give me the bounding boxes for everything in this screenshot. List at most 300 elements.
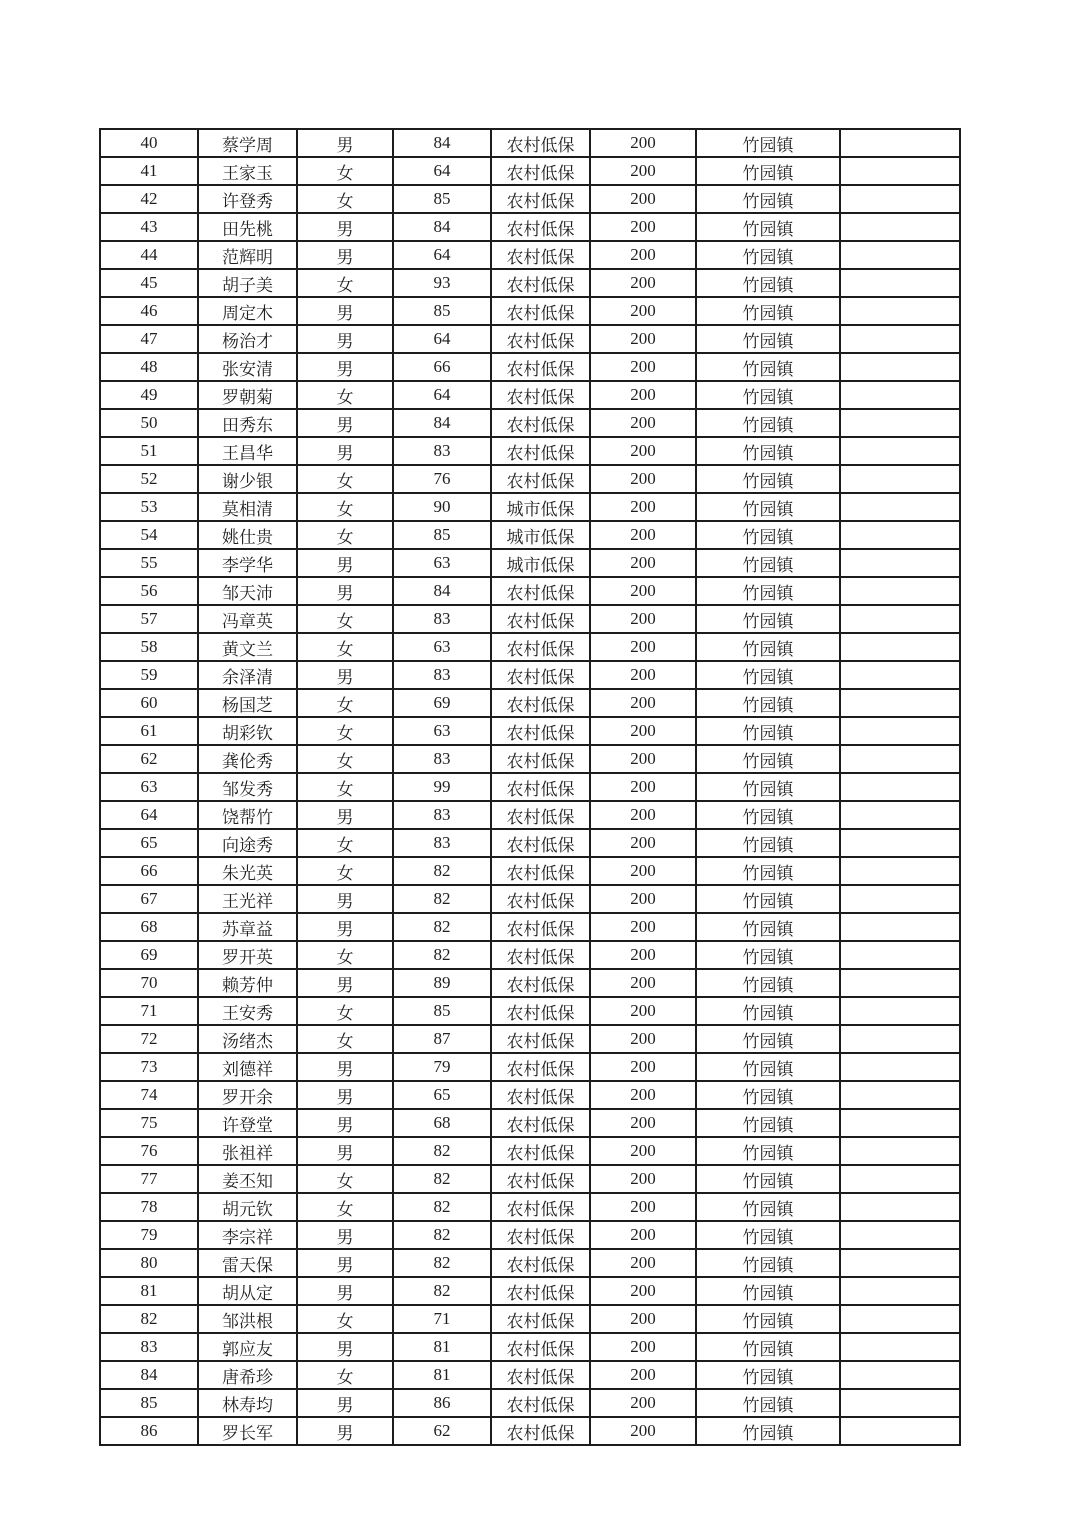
aid-type-cell: 农村低保 <box>491 353 590 381</box>
name-cell: 雷天保 <box>198 1249 297 1277</box>
note-cell <box>840 857 960 885</box>
note-cell <box>840 1165 960 1193</box>
town-cell: 竹园镇 <box>696 661 840 689</box>
name-cell: 向途秀 <box>198 829 297 857</box>
gender-cell: 女 <box>297 633 393 661</box>
table-row <box>100 1417 960 1445</box>
age-cell: 85 <box>393 297 491 325</box>
name-cell: 许登堂 <box>198 1109 297 1137</box>
gender-cell: 男 <box>297 913 393 941</box>
amount-cell: 200 <box>590 1109 696 1137</box>
table-row <box>100 941 960 969</box>
town-cell: 竹园镇 <box>696 465 840 493</box>
age-cell: 83 <box>393 605 491 633</box>
town-cell: 竹园镇 <box>696 353 840 381</box>
age-cell: 84 <box>393 409 491 437</box>
table-row <box>100 521 960 549</box>
note-cell <box>840 913 960 941</box>
age-cell: 76 <box>393 465 491 493</box>
aid-type-cell: 农村低保 <box>491 997 590 1025</box>
name-cell: 周定木 <box>198 297 297 325</box>
row-number-cell: 55 <box>100 549 198 577</box>
age-cell: 69 <box>393 689 491 717</box>
note-cell <box>840 773 960 801</box>
row-number-cell: 67 <box>100 885 198 913</box>
gender-cell: 女 <box>297 381 393 409</box>
gender-cell: 男 <box>297 549 393 577</box>
note-cell <box>840 577 960 605</box>
gender-cell: 男 <box>297 801 393 829</box>
amount-cell: 200 <box>590 297 696 325</box>
gender-cell: 女 <box>297 1361 393 1389</box>
row-number-cell: 77 <box>100 1165 198 1193</box>
amount-cell: 200 <box>590 325 696 353</box>
table-row <box>100 1137 960 1165</box>
name-cell: 邹发秀 <box>198 773 297 801</box>
name-cell: 王家玉 <box>198 157 297 185</box>
age-cell: 99 <box>393 773 491 801</box>
age-cell: 71 <box>393 1305 491 1333</box>
row-number-cell: 61 <box>100 717 198 745</box>
gender-cell: 女 <box>297 465 393 493</box>
amount-cell: 200 <box>590 129 696 157</box>
town-cell: 竹园镇 <box>696 1277 840 1305</box>
gender-cell: 男 <box>297 885 393 913</box>
row-number-cell: 40 <box>100 129 198 157</box>
amount-cell: 200 <box>590 1249 696 1277</box>
gender-cell: 女 <box>297 745 393 773</box>
gender-cell: 男 <box>297 1333 393 1361</box>
row-number-cell: 70 <box>100 969 198 997</box>
note-cell <box>840 437 960 465</box>
age-cell: 64 <box>393 157 491 185</box>
note-cell <box>840 969 960 997</box>
note-cell <box>840 941 960 969</box>
age-cell: 82 <box>393 1165 491 1193</box>
age-cell: 86 <box>393 1389 491 1417</box>
aid-type-cell: 农村低保 <box>491 605 590 633</box>
aid-type-cell: 农村低保 <box>491 437 590 465</box>
name-cell: 田秀东 <box>198 409 297 437</box>
note-cell <box>840 381 960 409</box>
row-number-cell: 57 <box>100 605 198 633</box>
note-cell <box>840 269 960 297</box>
table-row <box>100 1333 960 1361</box>
note-cell <box>840 689 960 717</box>
note-cell <box>840 1249 960 1277</box>
note-cell <box>840 213 960 241</box>
row-number-cell: 64 <box>100 801 198 829</box>
gender-cell: 女 <box>297 1165 393 1193</box>
gender-cell: 男 <box>297 213 393 241</box>
gender-cell: 男 <box>297 1249 393 1277</box>
table-row <box>100 381 960 409</box>
age-cell: 84 <box>393 129 491 157</box>
amount-cell: 200 <box>590 1305 696 1333</box>
gender-cell: 男 <box>297 1389 393 1417</box>
gender-cell: 男 <box>297 1221 393 1249</box>
aid-type-cell: 农村低保 <box>491 969 590 997</box>
name-cell: 王光祥 <box>198 885 297 913</box>
row-number-cell: 44 <box>100 241 198 269</box>
aid-type-cell: 农村低保 <box>491 1109 590 1137</box>
amount-cell: 200 <box>590 633 696 661</box>
town-cell: 竹园镇 <box>696 773 840 801</box>
amount-cell: 200 <box>590 773 696 801</box>
row-number-cell: 84 <box>100 1361 198 1389</box>
town-cell: 竹园镇 <box>696 1305 840 1333</box>
amount-cell: 200 <box>590 353 696 381</box>
amount-cell: 200 <box>590 269 696 297</box>
row-number-cell: 53 <box>100 493 198 521</box>
town-cell: 竹园镇 <box>696 717 840 745</box>
gender-cell: 男 <box>297 1109 393 1137</box>
town-cell: 竹园镇 <box>696 157 840 185</box>
aid-type-cell: 农村低保 <box>491 185 590 213</box>
aid-type-cell: 农村低保 <box>491 1305 590 1333</box>
aid-type-cell: 农村低保 <box>491 689 590 717</box>
aid-type-cell: 农村低保 <box>491 633 590 661</box>
amount-cell: 200 <box>590 1137 696 1165</box>
name-cell: 唐希珍 <box>198 1361 297 1389</box>
age-cell: 87 <box>393 1025 491 1053</box>
note-cell <box>840 549 960 577</box>
name-cell: 胡元钦 <box>198 1193 297 1221</box>
row-number-cell: 66 <box>100 857 198 885</box>
note-cell <box>840 1221 960 1249</box>
aid-type-cell: 农村低保 <box>491 1277 590 1305</box>
amount-cell: 200 <box>590 465 696 493</box>
age-cell: 85 <box>393 997 491 1025</box>
age-cell: 81 <box>393 1333 491 1361</box>
age-cell: 63 <box>393 717 491 745</box>
name-cell: 范辉明 <box>198 241 297 269</box>
aid-type-cell: 农村低保 <box>491 577 590 605</box>
age-cell: 82 <box>393 885 491 913</box>
town-cell: 竹园镇 <box>696 1081 840 1109</box>
note-cell <box>840 409 960 437</box>
aid-type-cell: 农村低保 <box>491 717 590 745</box>
aid-type-cell: 农村低保 <box>491 885 590 913</box>
town-cell: 竹园镇 <box>696 1249 840 1277</box>
gender-cell: 女 <box>297 941 393 969</box>
gender-cell: 男 <box>297 325 393 353</box>
aid-type-cell: 农村低保 <box>491 829 590 857</box>
table-row <box>100 213 960 241</box>
town-cell: 竹园镇 <box>696 129 840 157</box>
table-row <box>100 269 960 297</box>
name-cell: 李宗祥 <box>198 1221 297 1249</box>
aid-type-cell: 农村低保 <box>491 1389 590 1417</box>
amount-cell: 200 <box>590 1389 696 1417</box>
row-number-cell: 69 <box>100 941 198 969</box>
row-number-cell: 72 <box>100 1025 198 1053</box>
row-number-cell: 81 <box>100 1277 198 1305</box>
table-row <box>100 997 960 1025</box>
town-cell: 竹园镇 <box>696 241 840 269</box>
note-cell <box>840 353 960 381</box>
name-cell: 王安秀 <box>198 997 297 1025</box>
row-number-cell: 60 <box>100 689 198 717</box>
row-number-cell: 50 <box>100 409 198 437</box>
row-number-cell: 85 <box>100 1389 198 1417</box>
town-cell: 竹园镇 <box>696 1417 840 1445</box>
row-number-cell: 45 <box>100 269 198 297</box>
amount-cell: 200 <box>590 409 696 437</box>
note-cell <box>840 1417 960 1445</box>
row-number-cell: 51 <box>100 437 198 465</box>
table-row <box>100 857 960 885</box>
gender-cell: 男 <box>297 409 393 437</box>
aid-type-cell: 农村低保 <box>491 773 590 801</box>
gender-cell: 男 <box>297 1137 393 1165</box>
note-cell <box>840 1361 960 1389</box>
name-cell: 罗长军 <box>198 1417 297 1445</box>
town-cell: 竹园镇 <box>696 997 840 1025</box>
note-cell <box>840 661 960 689</box>
row-number-cell: 75 <box>100 1109 198 1137</box>
amount-cell: 200 <box>590 801 696 829</box>
amount-cell: 200 <box>590 997 696 1025</box>
name-cell: 王昌华 <box>198 437 297 465</box>
amount-cell: 200 <box>590 885 696 913</box>
note-cell <box>840 997 960 1025</box>
town-cell: 竹园镇 <box>696 857 840 885</box>
amount-cell: 200 <box>590 745 696 773</box>
aid-type-cell: 农村低保 <box>491 1221 590 1249</box>
aid-type-cell: 农村低保 <box>491 241 590 269</box>
note-cell <box>840 1081 960 1109</box>
note-cell <box>840 745 960 773</box>
table-row <box>100 353 960 381</box>
table-row <box>100 1249 960 1277</box>
gender-cell: 女 <box>297 493 393 521</box>
amount-cell: 200 <box>590 1081 696 1109</box>
name-cell: 杨国芝 <box>198 689 297 717</box>
town-cell: 竹园镇 <box>696 549 840 577</box>
town-cell: 竹园镇 <box>696 409 840 437</box>
age-cell: 81 <box>393 1361 491 1389</box>
name-cell: 邹天沛 <box>198 577 297 605</box>
age-cell: 64 <box>393 381 491 409</box>
table-row <box>100 297 960 325</box>
aid-type-cell: 农村低保 <box>491 745 590 773</box>
note-cell <box>840 325 960 353</box>
row-number-cell: 46 <box>100 297 198 325</box>
town-cell: 竹园镇 <box>696 941 840 969</box>
table-row <box>100 325 960 353</box>
table-row <box>100 1165 960 1193</box>
gender-cell: 女 <box>297 1305 393 1333</box>
age-cell: 84 <box>393 213 491 241</box>
name-cell: 罗开余 <box>198 1081 297 1109</box>
town-cell: 竹园镇 <box>696 213 840 241</box>
amount-cell: 200 <box>590 941 696 969</box>
gender-cell: 男 <box>297 297 393 325</box>
note-cell <box>840 1277 960 1305</box>
amount-cell: 200 <box>590 157 696 185</box>
town-cell: 竹园镇 <box>696 829 840 857</box>
aid-type-cell: 农村低保 <box>491 801 590 829</box>
town-cell: 竹园镇 <box>696 1361 840 1389</box>
row-number-cell: 79 <box>100 1221 198 1249</box>
age-cell: 84 <box>393 577 491 605</box>
aid-type-cell: 农村低保 <box>491 1165 590 1193</box>
aid-type-cell: 农村低保 <box>491 1053 590 1081</box>
aid-type-cell: 农村低保 <box>491 1081 590 1109</box>
town-cell: 竹园镇 <box>696 1165 840 1193</box>
amount-cell: 200 <box>590 829 696 857</box>
table-row <box>100 885 960 913</box>
gender-cell: 女 <box>297 857 393 885</box>
age-cell: 63 <box>393 633 491 661</box>
town-cell: 竹园镇 <box>696 689 840 717</box>
aid-type-cell: 城市低保 <box>491 521 590 549</box>
age-cell: 83 <box>393 745 491 773</box>
age-cell: 64 <box>393 241 491 269</box>
aid-type-cell: 农村低保 <box>491 129 590 157</box>
age-cell: 62 <box>393 1417 491 1445</box>
note-cell <box>840 1305 960 1333</box>
age-cell: 90 <box>393 493 491 521</box>
row-number-cell: 83 <box>100 1333 198 1361</box>
table-row <box>100 129 960 157</box>
gender-cell: 女 <box>297 269 393 297</box>
gender-cell: 女 <box>297 689 393 717</box>
gender-cell: 男 <box>297 353 393 381</box>
aid-type-cell: 农村低保 <box>491 157 590 185</box>
row-number-cell: 78 <box>100 1193 198 1221</box>
row-number-cell: 86 <box>100 1417 198 1445</box>
row-number-cell: 76 <box>100 1137 198 1165</box>
amount-cell: 200 <box>590 857 696 885</box>
age-cell: 68 <box>393 1109 491 1137</box>
amount-cell: 200 <box>590 1361 696 1389</box>
town-cell: 竹园镇 <box>696 745 840 773</box>
aid-type-cell: 农村低保 <box>491 913 590 941</box>
row-number-cell: 82 <box>100 1305 198 1333</box>
table-row <box>100 745 960 773</box>
row-number-cell: 43 <box>100 213 198 241</box>
gender-cell: 男 <box>297 661 393 689</box>
town-cell: 竹园镇 <box>696 325 840 353</box>
table-row <box>100 1025 960 1053</box>
gender-cell: 女 <box>297 605 393 633</box>
row-number-cell: 73 <box>100 1053 198 1081</box>
row-number-cell: 62 <box>100 745 198 773</box>
town-cell: 竹园镇 <box>696 269 840 297</box>
town-cell: 竹园镇 <box>696 801 840 829</box>
row-number-cell: 41 <box>100 157 198 185</box>
name-cell: 胡从定 <box>198 1277 297 1305</box>
table-row <box>100 1389 960 1417</box>
amount-cell: 200 <box>590 437 696 465</box>
row-number-cell: 47 <box>100 325 198 353</box>
table-row <box>100 1109 960 1137</box>
age-cell: 82 <box>393 857 491 885</box>
name-cell: 刘德祥 <box>198 1053 297 1081</box>
amount-cell: 200 <box>590 605 696 633</box>
name-cell: 李学华 <box>198 549 297 577</box>
town-cell: 竹园镇 <box>696 605 840 633</box>
table-row <box>100 689 960 717</box>
amount-cell: 200 <box>590 1165 696 1193</box>
gender-cell: 男 <box>297 241 393 269</box>
note-cell <box>840 829 960 857</box>
name-cell: 姜丕知 <box>198 1165 297 1193</box>
note-cell <box>840 1193 960 1221</box>
table-row <box>100 437 960 465</box>
name-cell: 胡子美 <box>198 269 297 297</box>
note-cell <box>840 801 960 829</box>
name-cell: 朱光英 <box>198 857 297 885</box>
name-cell: 郭应友 <box>198 1333 297 1361</box>
table-row <box>100 1081 960 1109</box>
age-cell: 83 <box>393 437 491 465</box>
name-cell: 黄文兰 <box>198 633 297 661</box>
town-cell: 竹园镇 <box>696 1137 840 1165</box>
note-cell <box>840 885 960 913</box>
age-cell: 83 <box>393 801 491 829</box>
aid-type-cell: 城市低保 <box>491 493 590 521</box>
name-cell: 田先桃 <box>198 213 297 241</box>
row-number-cell: 74 <box>100 1081 198 1109</box>
gender-cell: 女 <box>297 997 393 1025</box>
table-row <box>100 157 960 185</box>
age-cell: 79 <box>393 1053 491 1081</box>
town-cell: 竹园镇 <box>696 437 840 465</box>
row-number-cell: 71 <box>100 997 198 1025</box>
gender-cell: 男 <box>297 1417 393 1445</box>
table-row <box>100 801 960 829</box>
name-cell: 冯章英 <box>198 605 297 633</box>
aid-type-cell: 农村低保 <box>491 1333 590 1361</box>
row-number-cell: 63 <box>100 773 198 801</box>
name-cell: 谢少银 <box>198 465 297 493</box>
row-number-cell: 58 <box>100 633 198 661</box>
aid-type-cell: 农村低保 <box>491 1417 590 1445</box>
note-cell <box>840 521 960 549</box>
note-cell <box>840 1109 960 1137</box>
age-cell: 82 <box>393 913 491 941</box>
gender-cell: 男 <box>297 437 393 465</box>
note-cell <box>840 465 960 493</box>
aid-type-cell: 农村低保 <box>491 1193 590 1221</box>
table-row <box>100 241 960 269</box>
table-row <box>100 605 960 633</box>
row-number-cell: 56 <box>100 577 198 605</box>
name-cell: 姚仕贵 <box>198 521 297 549</box>
aid-type-cell: 农村低保 <box>491 297 590 325</box>
note-cell <box>840 185 960 213</box>
name-cell: 邹洪根 <box>198 1305 297 1333</box>
gender-cell: 男 <box>297 1277 393 1305</box>
aid-type-cell: 农村低保 <box>491 857 590 885</box>
amount-cell: 200 <box>590 1417 696 1445</box>
aid-type-cell: 农村低保 <box>491 269 590 297</box>
name-cell: 杨治才 <box>198 325 297 353</box>
name-cell: 赖芳仲 <box>198 969 297 997</box>
gender-cell: 男 <box>297 969 393 997</box>
age-cell: 82 <box>393 1277 491 1305</box>
note-cell <box>840 1025 960 1053</box>
aid-type-cell: 农村低保 <box>491 1249 590 1277</box>
age-cell: 82 <box>393 1249 491 1277</box>
benefit-roster-table <box>99 128 961 1446</box>
town-cell: 竹园镇 <box>696 1221 840 1249</box>
note-cell <box>840 633 960 661</box>
town-cell: 竹园镇 <box>696 1333 840 1361</box>
